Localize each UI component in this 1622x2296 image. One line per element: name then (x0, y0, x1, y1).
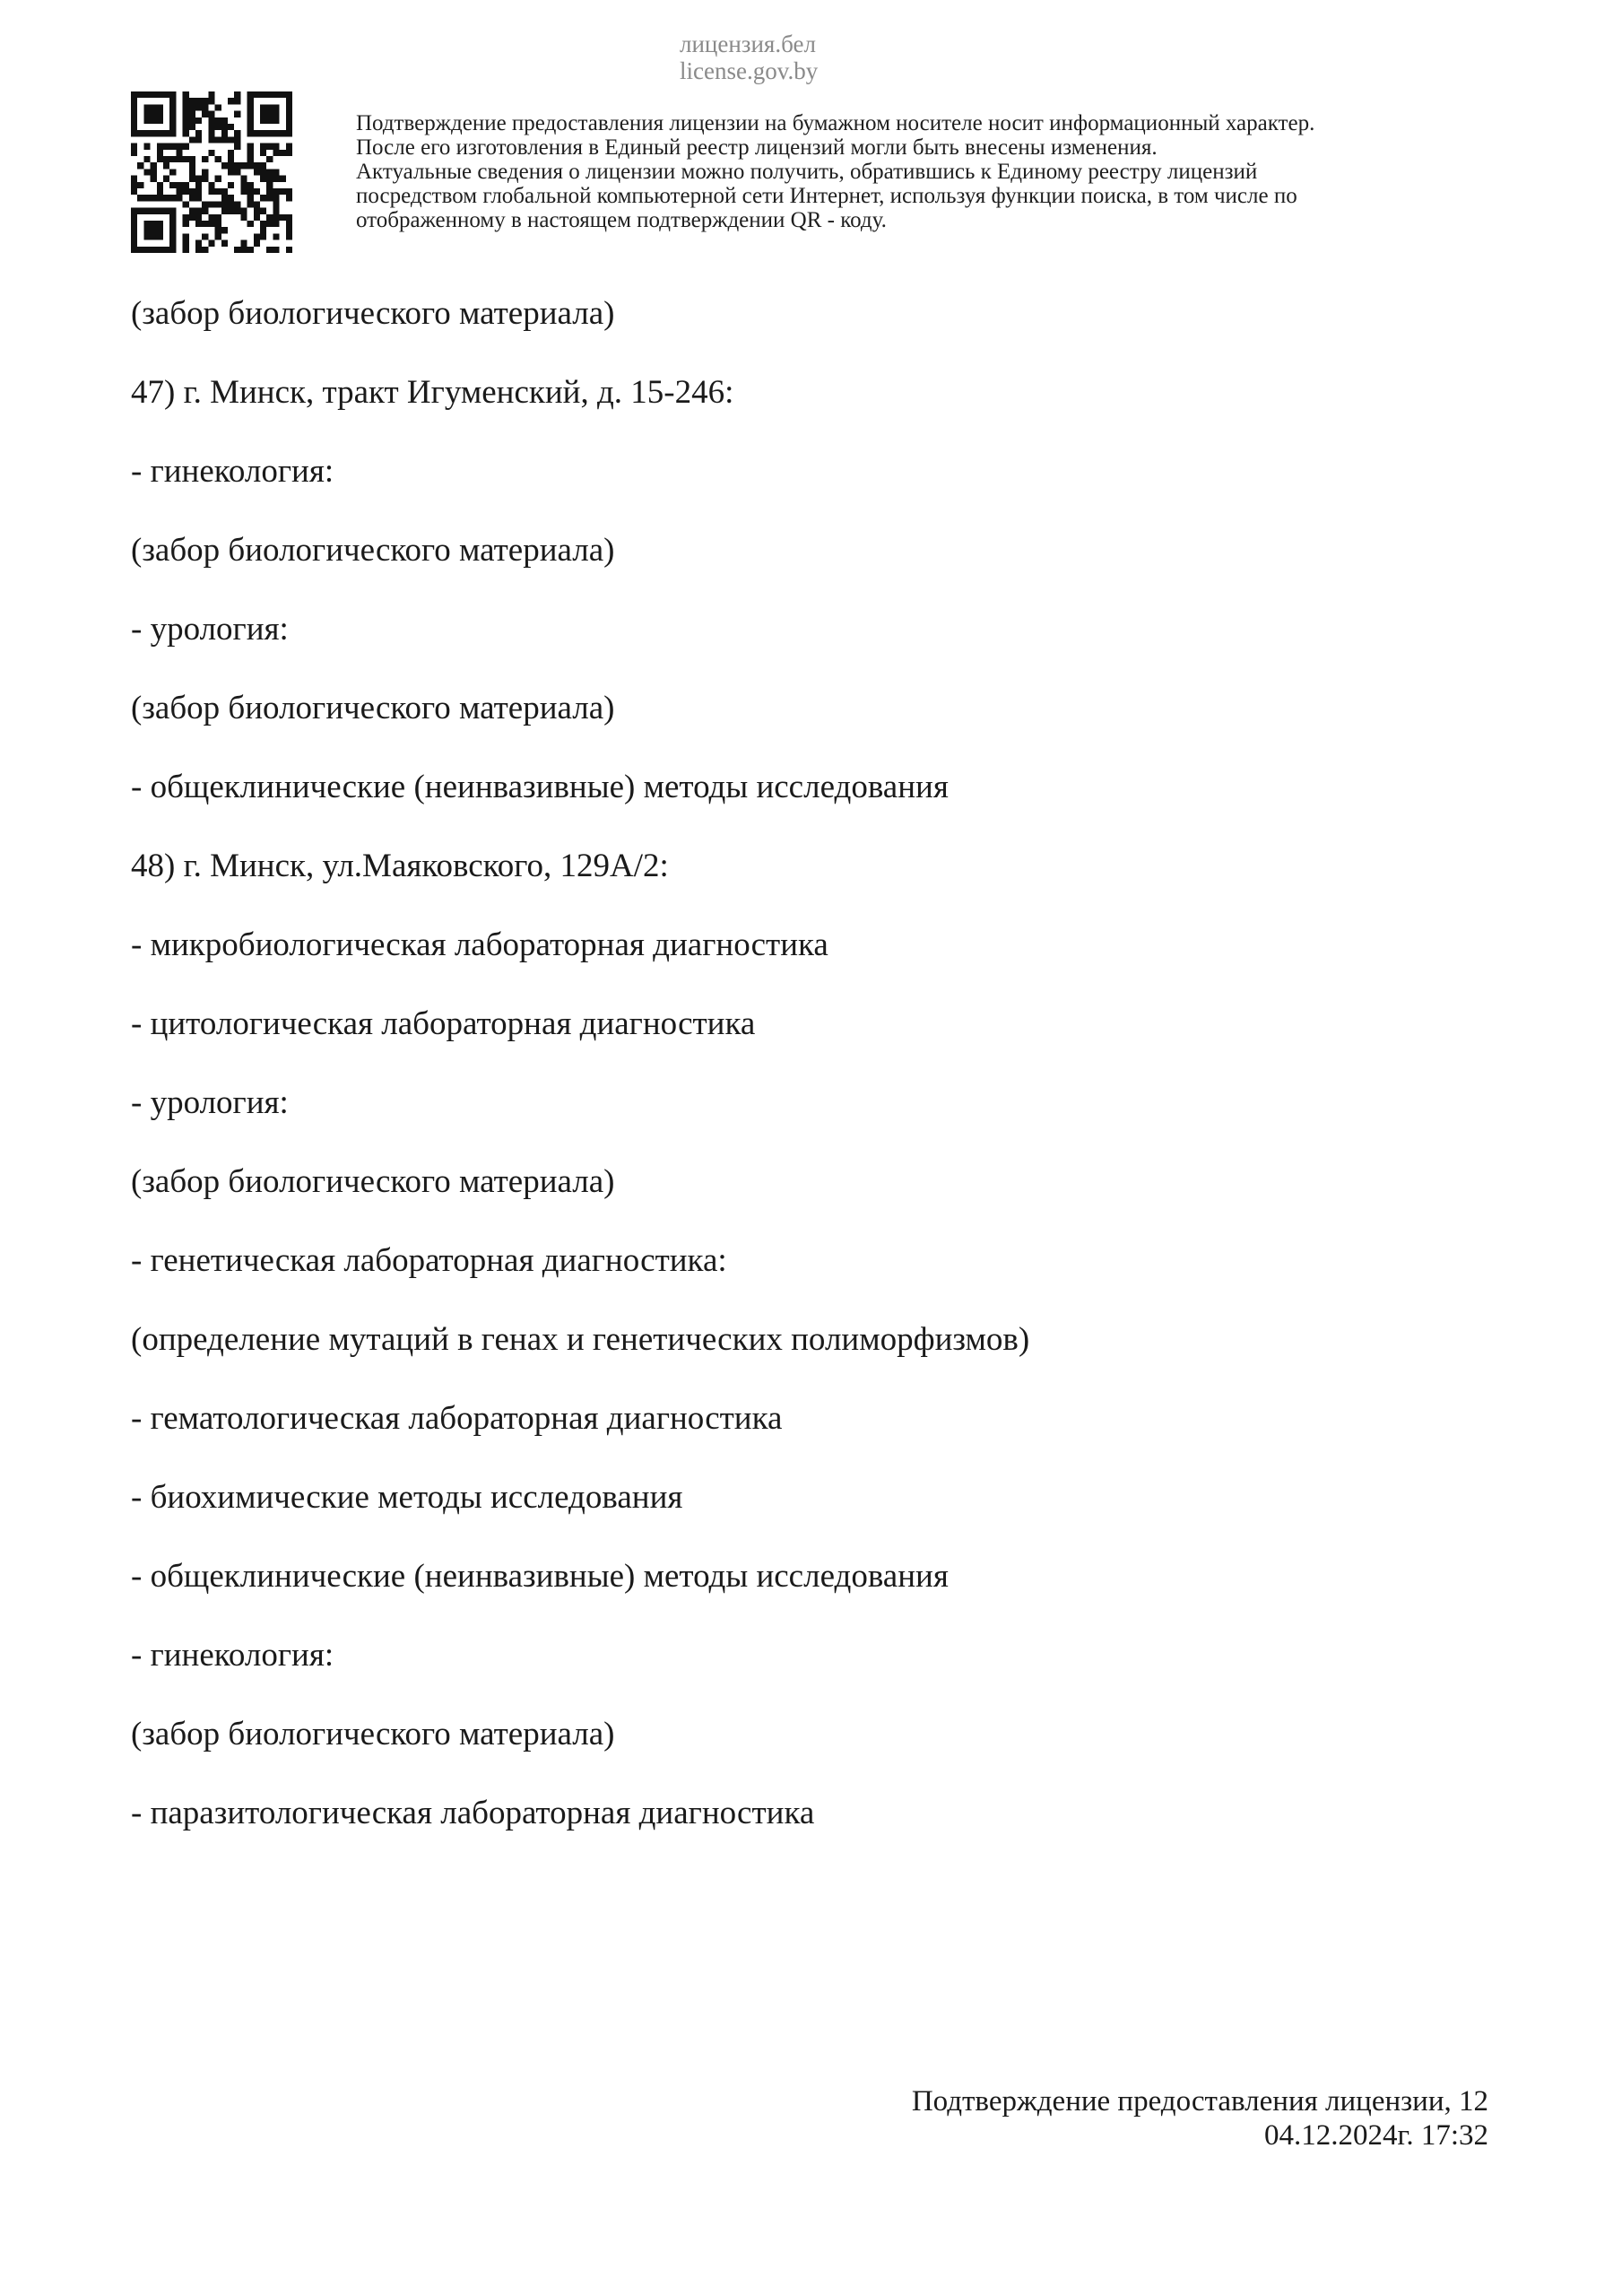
activity-item: - гематологическая лабораторная диагностика (131, 1400, 783, 1437)
activity-item: - общеклинические (неинвазивные) методы исследования (131, 1558, 949, 1595)
biomaterial-sampling-note: (забор биологического материала) (131, 1163, 615, 1200)
activity-item: - общеклинические (неинвазивные) методы исследования (131, 769, 949, 805)
biomaterial-sampling-note: (забор биологического материала) (131, 690, 615, 726)
activity-item: - гинекология: (131, 1637, 334, 1674)
footer-datetime: 04.12.2024г. 17:32 (1264, 2119, 1488, 2152)
page-footer (912, 2084, 1488, 2152)
notice-line: Подтверждение предоставления лицензии на бумажном носителе носит информационный характер. (356, 111, 1315, 135)
address-47: 47) г. Минск, тракт Игуменский, д. 15-246: (131, 374, 734, 411)
site-address-cyrillic: лицензия.бел (680, 30, 816, 57)
activity-item: - микробиологическая лабораторная диагностика (131, 926, 828, 963)
notice-line: После его изготовления в Единый реестр лицензий могли быть внесены изменения. (356, 135, 1158, 160)
activity-item: - паразитологическая лабораторная диагностика (131, 1795, 815, 1831)
activity-item: - урология: (131, 611, 289, 648)
activity-item: - цитологическая лабораторная диагностика (131, 1005, 756, 1042)
biomaterial-sampling-note: (забор биологического материала) (131, 532, 615, 569)
site-address-latin: license.gov.by (680, 57, 819, 84)
footer-caption: Подтверждение предоставления лицензии, 12 (911, 2085, 1488, 2118)
site-address (680, 30, 818, 84)
notice-line: посредством глобальной компьютерной сети Интернет, используя функции поиска, в том числе по (356, 184, 1297, 208)
activity-detail-note: (определение мутаций в генах и генетических полиморфизмов) (131, 1321, 1030, 1358)
biomaterial-sampling-note: (забор биологического материала) (131, 1716, 615, 1752)
activity-item: - урология: (131, 1084, 289, 1121)
activity-item: - генетическая лабораторная диагностика: (131, 1242, 727, 1279)
activity-item: - биохимические методы исследования (131, 1479, 683, 1516)
notice-line: отображенному в настоящем подтверждении QR - коду. (356, 208, 887, 232)
activity-item: - гинекология: (131, 453, 334, 490)
biomaterial-sampling-note: (забор биологического материала) (131, 295, 615, 332)
address-48: 48) г. Минск, ул.Маяковского, 129А/2: (131, 848, 669, 884)
notice-line: Актуальные сведения о лицензии можно получить, обратившись к Единому реестру лицензий (356, 160, 1258, 184)
license-notice (356, 111, 1557, 232)
license-activities (131, 292, 1476, 1871)
qr-code (131, 91, 292, 253)
